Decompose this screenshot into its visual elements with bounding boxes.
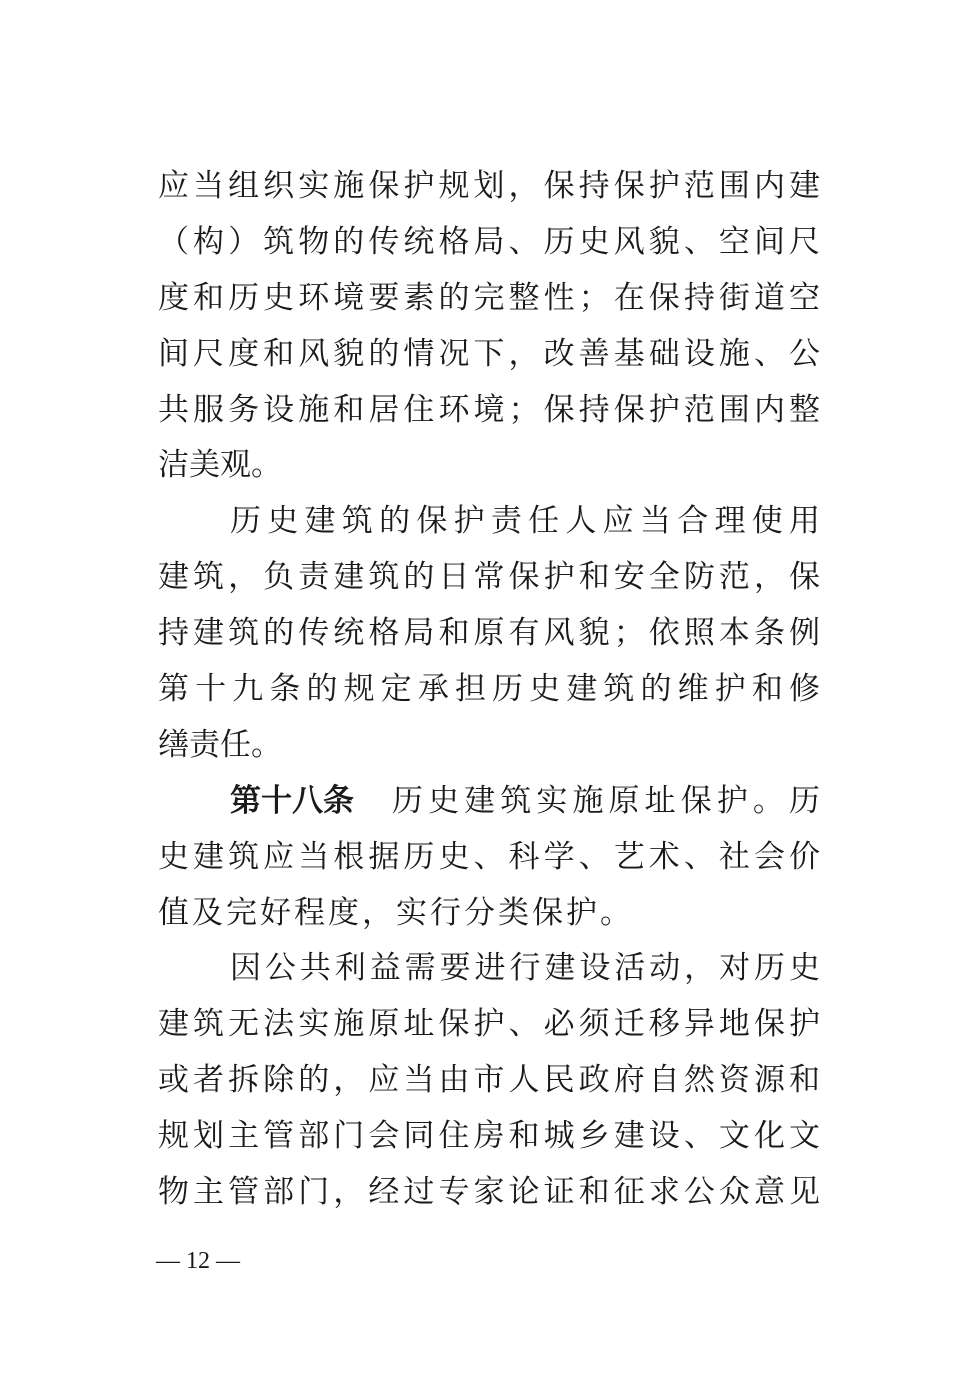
text-line: 应当组织实施保护规划，保持保护范围内建 bbox=[158, 168, 820, 204]
text-line: 值及完好程度，实行分类保护。 bbox=[158, 894, 634, 931]
article-number: 第十八条 bbox=[230, 782, 354, 819]
text-line: 物主管部门，经过专家论证和征求公众意见 bbox=[158, 1174, 820, 1211]
text-line: 规划主管部门会同住房和城乡建设、文化文 bbox=[158, 1118, 820, 1155]
text-line: 洁美观。 bbox=[158, 447, 282, 484]
text-line: 因公共利益需要进行建设活动，对历史 bbox=[230, 950, 820, 987]
text-line: 第十九条的规定承担历史建筑的维护和修 bbox=[158, 671, 820, 708]
text-line: 建筑无法实施原址保护、必须迁移异地保护 bbox=[158, 1006, 820, 1043]
text-line: 间尺度和风貌的情况下，改善基础设施、公 bbox=[158, 335, 820, 372]
text-line: 历史建筑的保护责任人应当合理使用 bbox=[230, 503, 820, 540]
text-line: 或者拆除的，应当由市人民政府自然资源和 bbox=[158, 1062, 820, 1099]
text-line: （构）筑物的传统格局、历史风貌、空间尺 bbox=[158, 223, 820, 260]
text-line: 共服务设施和居住环境；保持保护范围内整 bbox=[158, 391, 820, 428]
document-body bbox=[158, 159, 820, 1221]
article-line bbox=[158, 774, 820, 830]
text-line: 度和历史环境要素的完整性；在保持街道空 bbox=[158, 279, 820, 316]
page-number: — 12 — bbox=[156, 1248, 240, 1274]
text-line: 缮责任。 bbox=[158, 726, 282, 763]
text-line: 持建筑的传统格局和原有风貌；依照本条例 bbox=[158, 615, 820, 652]
text-line: 建筑，负责建筑的日常保护和安全防范，保 bbox=[158, 559, 820, 596]
text-line: 历史建筑实施原址保护。历 bbox=[392, 782, 820, 819]
text-line: 史建筑应当根据历史、科学、艺术、社会价 bbox=[158, 838, 820, 875]
